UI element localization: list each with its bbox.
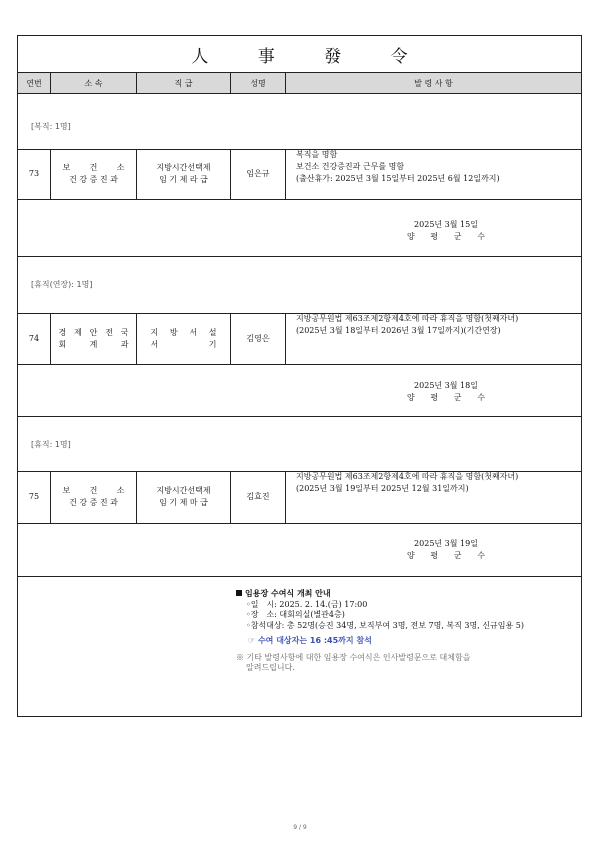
detail-line: (2025년 3월 18일부터 2026년 3월 17일까지)(기간연장) bbox=[296, 326, 501, 335]
table-row bbox=[18, 471, 581, 523]
row-name: 김효진 bbox=[230, 471, 285, 523]
detail-line: 지방공무원법 제63조제2항제4호에 따라 휴직을 명함(첫째자녀) bbox=[296, 472, 519, 481]
grade-line2: 임 기 제 마 급 bbox=[159, 498, 208, 507]
dept-char: 안 bbox=[89, 327, 98, 337]
detail-line: (출산휴가: 2025년 3월 15일부터 2025년 6월 12일까지) bbox=[296, 174, 500, 183]
signature-block bbox=[396, 380, 496, 404]
notice-place: ◦장 소: 대회의실(별관4층) bbox=[246, 610, 345, 619]
dept-char: 보 bbox=[62, 486, 71, 495]
row-grade bbox=[136, 149, 230, 199]
dept-char: 회 bbox=[58, 339, 67, 349]
row-name: 김영은 bbox=[230, 313, 285, 364]
dept-line2: 건 강 증 진 과 bbox=[69, 175, 118, 184]
dept-char: 과 bbox=[120, 339, 129, 349]
table-header bbox=[18, 72, 581, 94]
signature-block bbox=[396, 538, 496, 562]
issuer-char: 양 bbox=[407, 393, 415, 402]
notice-footnote: ※ 기타 발령사항에 대한 임용장 수여식은 인사발령문으로 대체함을 bbox=[236, 652, 471, 662]
section-label-leave: [휴직: 1명] bbox=[31, 440, 71, 449]
dept-char: 전 bbox=[105, 327, 113, 337]
divider bbox=[18, 523, 581, 524]
detail-line: 지방공무원법 제63조제2항제4호에 따라 휴직을 명함(첫째자녀) bbox=[296, 314, 519, 323]
header-dept: 소 속 bbox=[50, 73, 136, 93]
grade-char: 지 bbox=[150, 327, 159, 337]
divider bbox=[18, 416, 581, 417]
dept-char: 국 bbox=[120, 327, 129, 337]
row-details bbox=[285, 313, 581, 364]
sign-date: 2025년 3월 19일 bbox=[414, 539, 478, 548]
detail-line: 보건소 건강증진과 근무를 명함 bbox=[296, 162, 405, 171]
issuer-char: 평 bbox=[430, 232, 439, 241]
issuer-char: 군 bbox=[453, 232, 462, 241]
row-no: 75 bbox=[28, 492, 40, 501]
dept-char: 제 bbox=[74, 327, 82, 337]
dept-char: 경 bbox=[58, 327, 67, 337]
dept-char: 소 bbox=[116, 486, 125, 495]
divider bbox=[18, 364, 581, 365]
sign-date: 2025년 3월 18일 bbox=[414, 381, 478, 390]
issuer-char: 평 bbox=[430, 551, 439, 560]
header-details: 발 령 사 항 bbox=[285, 73, 581, 93]
ceremony-notice bbox=[236, 589, 524, 674]
notice-attendees: ◦참석대상: 총 52명(승진 34명, 보직부여 3명, 전보 7명, 복직 3명, 신규임용 5) bbox=[246, 620, 524, 630]
issuer-char: 수 bbox=[477, 232, 485, 241]
personnel-order-document bbox=[17, 35, 582, 717]
row-grade bbox=[136, 313, 230, 364]
issuer-char: 양 bbox=[407, 551, 415, 560]
issuer-char: 수 bbox=[477, 393, 485, 402]
document-title: 人 事 發 令 bbox=[191, 46, 430, 67]
grade-line1: 지방시간선택제 bbox=[156, 486, 211, 495]
dept-char: 건 bbox=[89, 163, 98, 172]
grade-char: 방 bbox=[169, 327, 178, 337]
grade-char: 설 bbox=[208, 327, 217, 337]
signature-block bbox=[396, 219, 496, 243]
row-grade bbox=[136, 471, 230, 523]
row-name: 임은규 bbox=[230, 149, 285, 199]
row-no: 74 bbox=[28, 333, 40, 343]
header-name: 성명 bbox=[230, 73, 285, 93]
row-no: 73 bbox=[28, 169, 40, 178]
issuer-char: 평 bbox=[430, 393, 439, 402]
grade-char: 서 bbox=[150, 339, 159, 349]
row-details bbox=[285, 471, 581, 523]
issuer-char: 수 bbox=[477, 551, 485, 560]
dept-char: 건 bbox=[89, 486, 98, 495]
header-grade: 직 급 bbox=[136, 73, 230, 93]
section-label-reinstatement: [복직: 1명] bbox=[31, 122, 71, 131]
dept-char: 계 bbox=[89, 339, 98, 349]
header-no: 연번 bbox=[26, 78, 42, 88]
detail-line: 복직을 명함 bbox=[296, 150, 338, 159]
notice-emphasis: ☞ 수여 대상자는 16 :45까지 참석 bbox=[248, 636, 372, 645]
dept-char: 보 bbox=[62, 163, 71, 172]
row-details bbox=[285, 149, 581, 199]
row-dept bbox=[50, 471, 136, 523]
square-bullet-icon bbox=[236, 590, 242, 596]
sign-date: 2025년 3월 15일 bbox=[414, 220, 478, 229]
notice-footnote: 알려드립니다. bbox=[246, 663, 295, 672]
notice-heading-row bbox=[236, 589, 524, 600]
row-dept bbox=[50, 313, 136, 364]
divider bbox=[18, 199, 581, 200]
issuer-char: 군 bbox=[453, 551, 462, 560]
table-row bbox=[18, 313, 581, 364]
section-label-leave-extension: [휴직(연장): 1명] bbox=[31, 280, 93, 289]
row-dept bbox=[50, 149, 136, 199]
issuer-char: 군 bbox=[453, 393, 462, 402]
grade-char: 기 bbox=[208, 339, 217, 349]
dept-line2: 건 강 증 진 과 bbox=[69, 498, 118, 507]
grade-char: 서 bbox=[189, 327, 198, 337]
dept-char: 소 bbox=[116, 163, 125, 172]
grade-line2: 임 기 제 라 급 bbox=[159, 175, 208, 184]
issuer-char: 양 bbox=[407, 232, 415, 241]
notice-date: ◦일 시: 2025. 2. 14.(금) 17:00 bbox=[246, 599, 368, 609]
detail-line: (2025년 3월 19일부터 2025년 12월 31일까지) bbox=[296, 484, 469, 493]
grade-line1: 지방시간선택제 bbox=[156, 163, 211, 172]
divider bbox=[18, 576, 581, 577]
notice-heading: 임용장 수여식 개최 안내 bbox=[245, 589, 331, 598]
table-row bbox=[18, 149, 581, 199]
divider bbox=[18, 256, 581, 257]
page-number: 9 / 9 bbox=[293, 824, 307, 831]
